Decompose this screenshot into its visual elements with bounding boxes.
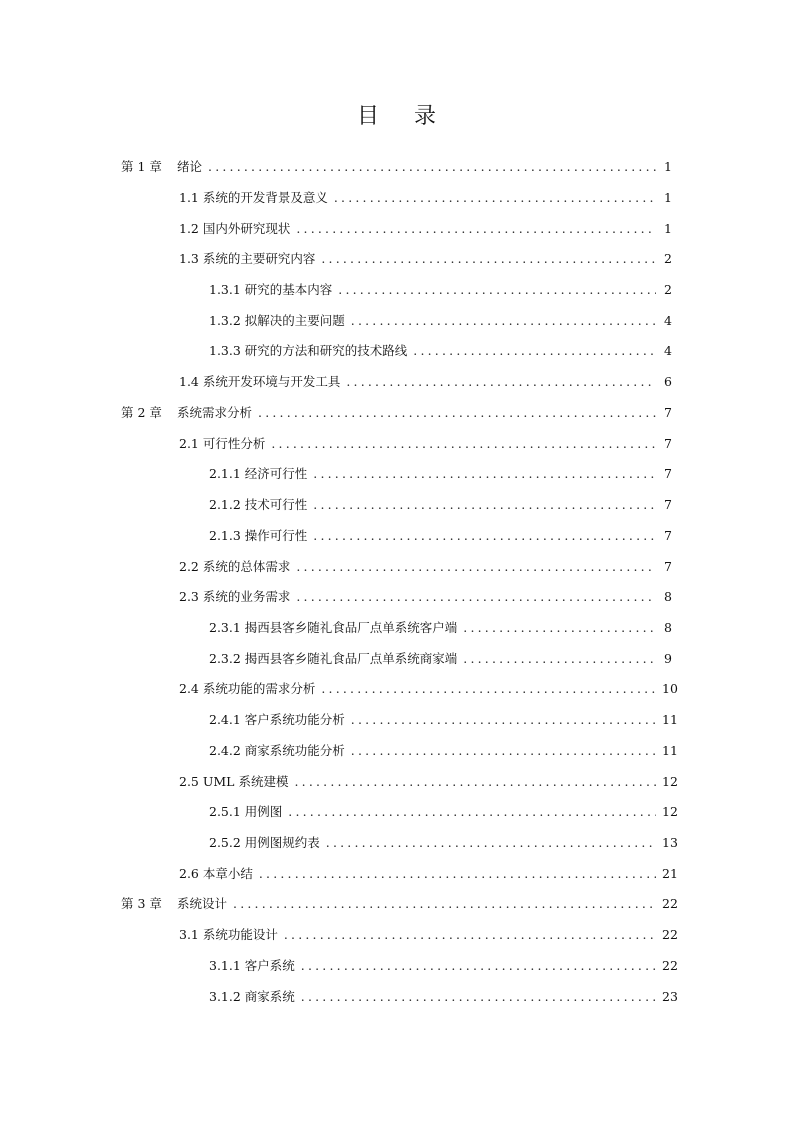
dot-leader (321, 248, 656, 270)
toc-entry[interactable] (209, 494, 672, 516)
toc-page-number: 7 (664, 497, 672, 512)
toc-entry-label: 1.2 国内外研究现状 (179, 221, 291, 236)
toc-page-number: 12 (662, 804, 678, 819)
toc-entry-chapter-2[interactable] (121, 402, 672, 424)
toc-entry[interactable] (209, 310, 672, 332)
toc-entry-label: 2.1.3 操作可行性 (209, 528, 308, 543)
toc-page-number: 22 (662, 927, 678, 942)
toc-entry-label: 3.1 系统功能设计 (179, 927, 278, 942)
toc-entry-label: 2.3 系统的业务需求 (179, 589, 291, 604)
toc-entry[interactable] (179, 556, 672, 578)
toc-entry-label: 2.5 UML 系统建模 (179, 774, 289, 789)
chapter-number: 第 2 章 (121, 405, 162, 420)
dot-leader (313, 494, 656, 516)
toc-entry-label: 2.6 本章小结 (179, 866, 253, 881)
toc-page-number: 11 (662, 743, 678, 758)
toc-entry-label (121, 156, 202, 178)
toc-page-number: 10 (662, 681, 678, 696)
toc-entry[interactable] (209, 648, 672, 670)
toc-page-number: 7 (664, 528, 672, 543)
toc-page-number: 4 (664, 343, 672, 358)
toc-entry[interactable] (179, 433, 672, 455)
toc-entry-label: 1.3 系统的主要研究内容 (179, 251, 316, 266)
chapter-title: 绪论 (177, 159, 203, 174)
toc-entry[interactable] (209, 340, 672, 362)
dot-leader (208, 156, 656, 178)
dot-leader (334, 187, 656, 209)
dot-leader (296, 586, 656, 608)
toc-entry-label (121, 893, 227, 915)
toc-page-number: 21 (662, 866, 678, 881)
toc-entry[interactable] (209, 801, 678, 823)
toc-entry[interactable] (179, 248, 672, 270)
toc-entry-label: 1.3.1 研究的基本内容 (209, 282, 333, 297)
toc-page-number: 2 (664, 282, 672, 297)
toc-entry[interactable] (209, 955, 678, 977)
dot-leader (313, 525, 656, 547)
toc-entry-label: 2.4.2 商家系统功能分析 (209, 743, 345, 758)
toc-entry-label: 2.4.1 客户系统功能分析 (209, 712, 345, 727)
dot-leader (351, 740, 656, 762)
toc-page-number: 4 (664, 313, 672, 328)
dot-leader (301, 986, 656, 1008)
toc-entry-label: 2.5.1 用例图 (209, 804, 283, 819)
toc-page-number: 7 (664, 405, 672, 420)
toc-entry[interactable] (209, 832, 678, 854)
chapter-title: 系统设计 (177, 896, 228, 911)
toc-entry-label: 2.4 系统功能的需求分析 (179, 681, 316, 696)
toc-entry[interactable] (209, 986, 678, 1008)
toc-page-number: 6 (664, 374, 672, 389)
toc-entry[interactable] (179, 586, 672, 608)
dot-leader (284, 924, 656, 946)
toc-entry-label: 2.1.2 技术可行性 (209, 497, 308, 512)
toc-entry[interactable] (209, 463, 672, 485)
dot-leader (346, 371, 656, 393)
toc-entry-label: 1.3.3 研究的方法和研究的技术路线 (209, 343, 408, 358)
toc-entry[interactable] (179, 371, 672, 393)
dot-leader (313, 463, 656, 485)
toc-page-number: 12 (662, 774, 678, 789)
dot-leader (259, 863, 656, 885)
dot-leader (321, 678, 656, 700)
dot-leader (296, 556, 656, 578)
dot-leader (351, 310, 656, 332)
toc-entry-chapter-1[interactable] (121, 156, 672, 178)
toc-entry[interactable] (179, 924, 678, 946)
toc-page-number: 7 (664, 436, 672, 451)
chapter-number: 第 1 章 (121, 159, 162, 174)
toc-entry[interactable] (179, 678, 678, 700)
toc-page-number: 23 (662, 989, 678, 1004)
toc-entry-label: 1.1 系统的开发背景及意义 (179, 190, 328, 205)
dot-leader (463, 648, 656, 670)
dot-leader (338, 279, 656, 301)
dot-leader (351, 709, 656, 731)
toc-page-number: 7 (664, 466, 672, 481)
dot-leader (326, 832, 656, 854)
toc-entry-chapter-3[interactable] (121, 893, 678, 915)
toc-entry[interactable] (209, 525, 672, 547)
toc-page-number: 22 (662, 958, 678, 973)
toc-entry[interactable] (209, 709, 678, 731)
toc-entry-label: 3.1.2 商家系统 (209, 989, 295, 1004)
toc-page-number: 1 (664, 190, 672, 205)
toc-page-number: 8 (664, 620, 672, 635)
toc-entry-label: 2.5.2 用例图规约表 (209, 835, 320, 850)
toc-entry[interactable] (179, 771, 678, 793)
toc-entry-label: 2.3.1 揭西县客乡随礼食品厂点单系统客户端 (209, 620, 458, 635)
toc-entry[interactable] (209, 740, 678, 762)
dot-leader (258, 402, 656, 424)
toc-entry-label: 1.4 系统开发环境与开发工具 (179, 374, 341, 389)
toc-page-number: 7 (664, 559, 672, 574)
toc-entry[interactable] (179, 218, 672, 240)
toc-page-number: 22 (662, 896, 678, 911)
toc-entry-label: 3.1.1 客户系统 (209, 958, 295, 973)
dot-leader (413, 340, 656, 362)
toc-entry[interactable] (209, 279, 672, 301)
dot-leader (301, 955, 656, 977)
toc-entry-label: 2.3.2 揭西县客乡随礼食品厂点单系统商家端 (209, 651, 458, 666)
chapter-title: 系统需求分析 (177, 405, 253, 420)
toc-entry[interactable] (179, 187, 672, 209)
toc-page-number: 13 (662, 835, 678, 850)
toc-entry-label: 2.1 可行性分析 (179, 436, 266, 451)
dot-leader (294, 771, 656, 793)
toc-page-number: 11 (662, 712, 678, 727)
toc-entry[interactable] (209, 617, 672, 639)
toc-page-number: 9 (664, 651, 672, 666)
dot-leader (463, 617, 656, 639)
dot-leader (288, 801, 656, 823)
dot-leader (296, 218, 656, 240)
toc-page-number: 2 (664, 251, 672, 266)
dot-leader (233, 893, 656, 915)
toc-entry-label: 1.3.2 拟解决的主要问题 (209, 313, 345, 328)
toc-entry[interactable] (179, 863, 678, 885)
toc-page-number: 8 (664, 589, 672, 604)
chapter-number: 第 3 章 (121, 896, 162, 911)
page-title: 目 录 (357, 104, 450, 129)
toc-entry-label: 2.2 系统的总体需求 (179, 559, 291, 574)
dot-leader (271, 433, 656, 455)
toc-page-number: 1 (664, 159, 672, 174)
toc-entry-label (121, 402, 252, 424)
toc-entry-label: 2.1.1 经济可行性 (209, 466, 308, 481)
toc-page-number: 1 (664, 221, 672, 236)
